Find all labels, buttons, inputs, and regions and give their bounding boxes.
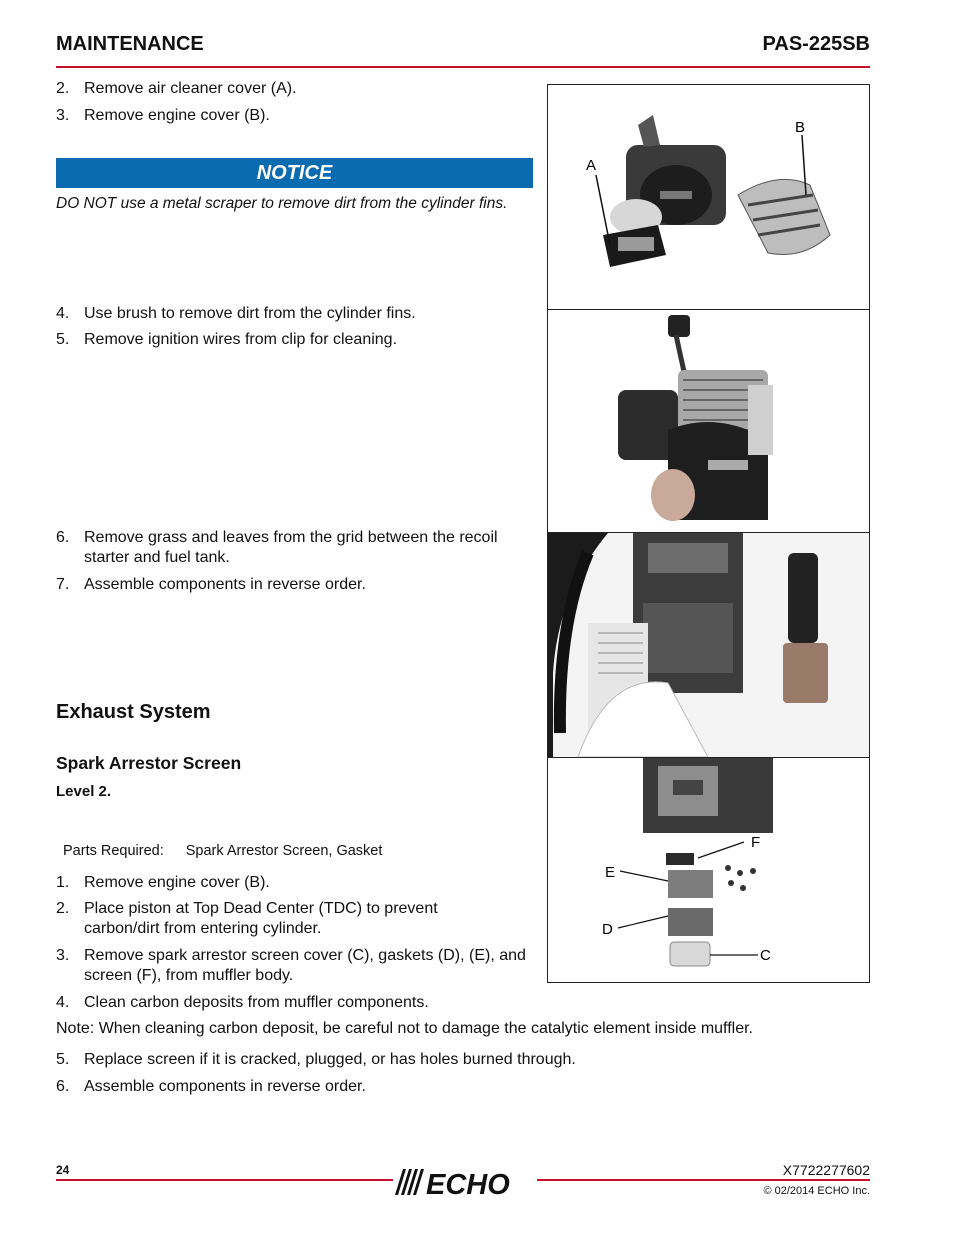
label-b: B xyxy=(795,119,806,136)
notice-text: DO NOT use a metal scraper to remove dirt from the cylinder fins. xyxy=(56,195,508,212)
list-item xyxy=(56,899,496,939)
label-d: D xyxy=(602,921,613,938)
step-text: Remove engine cover (B). xyxy=(84,874,270,891)
step-number: 6. xyxy=(56,529,70,546)
page-number: 24 xyxy=(56,1163,70,1177)
list-item xyxy=(56,304,536,324)
list-item xyxy=(56,873,536,893)
step-number: 4. xyxy=(56,305,70,322)
step-number: 7. xyxy=(56,576,70,593)
cylinder-fins-photo xyxy=(547,309,870,533)
step-number: 6. xyxy=(56,1078,70,1095)
notice-banner: NOTICE xyxy=(56,158,533,188)
step-number: 3. xyxy=(56,947,70,964)
step-text: Assemble components in reverse order. xyxy=(84,576,366,593)
cylinder-fins-illustration xyxy=(548,310,869,532)
label-a: A xyxy=(586,157,597,174)
engine-covers-illustration xyxy=(548,85,869,309)
step-number: 2. xyxy=(56,900,70,917)
step-number: 3. xyxy=(56,107,70,124)
spark-arrestor-illustration xyxy=(548,758,869,982)
recoil-grid-illustration xyxy=(548,533,869,757)
list-item xyxy=(56,1050,756,1070)
engine-covers-photo xyxy=(547,84,870,310)
step-number: 1. xyxy=(56,874,70,891)
step-text: Remove spark arrestor screen cover (C), gaskets (D), (E), and screen (F), from muffler body. xyxy=(84,947,526,984)
step-number: 2. xyxy=(56,80,70,97)
step-text: Replace screen if it is cracked, plugged, or has holes burned through. xyxy=(84,1051,576,1068)
subsection-heading: Spark Arrestor Screen xyxy=(56,753,242,773)
parts-value: Spark Arrestor Screen, Gasket xyxy=(185,843,383,859)
step-text: Remove air cleaner cover (A). xyxy=(84,80,297,97)
label-e: E xyxy=(605,864,616,881)
step-text: Remove ignition wires from clip for cleaning. xyxy=(84,331,398,348)
list-item xyxy=(56,106,536,126)
list-item xyxy=(56,993,536,1013)
model-number: PAS-225SB xyxy=(762,33,870,55)
list-item xyxy=(56,946,531,986)
step-number: 4. xyxy=(56,994,70,1011)
copyright: © 02/2014 ECHO Inc. xyxy=(763,1185,870,1197)
document-number: X7722277602 xyxy=(782,1162,870,1178)
logo-text: ECHO xyxy=(426,1169,510,1199)
echo-logo xyxy=(393,1165,537,1199)
note-text: Note: When cleaning carbon deposit, be careful not to damage the catalytic element inside muffler. xyxy=(56,1020,753,1037)
section-heading: Exhaust System xyxy=(56,701,211,723)
list-item xyxy=(56,330,536,350)
step-number: 5. xyxy=(56,1051,70,1068)
step-text: Clean carbon deposits from muffler components. xyxy=(84,994,429,1011)
header-divider xyxy=(56,66,870,68)
level-label: Level 2. xyxy=(56,783,112,800)
parts-required xyxy=(63,843,382,859)
echo-logo-mark xyxy=(393,1165,537,1199)
step-text: Place piston at Top Dead Center (TDC) to prevent carbon/dirt from entering cylinder. xyxy=(84,900,438,937)
step-number: 5. xyxy=(56,331,70,348)
step-text: Remove engine cover (B). xyxy=(84,107,270,124)
parts-label: Parts Required: xyxy=(63,843,164,859)
list-item xyxy=(56,575,536,595)
step-text: Use brush to remove dirt from the cylinder fins. xyxy=(84,305,416,322)
spark-arrestor-photo xyxy=(547,757,870,983)
step-text: Assemble components in reverse order. xyxy=(84,1078,366,1095)
list-item xyxy=(56,1077,536,1097)
label-f: F xyxy=(751,834,761,851)
label-c: C xyxy=(760,947,771,964)
list-item xyxy=(56,79,536,99)
step-text: Remove grass and leaves from the grid between the recoil starter and fuel tank. xyxy=(84,529,498,566)
list-item xyxy=(56,528,536,568)
section-title: MAINTENANCE xyxy=(56,33,204,55)
recoil-grid-photo xyxy=(547,532,870,758)
